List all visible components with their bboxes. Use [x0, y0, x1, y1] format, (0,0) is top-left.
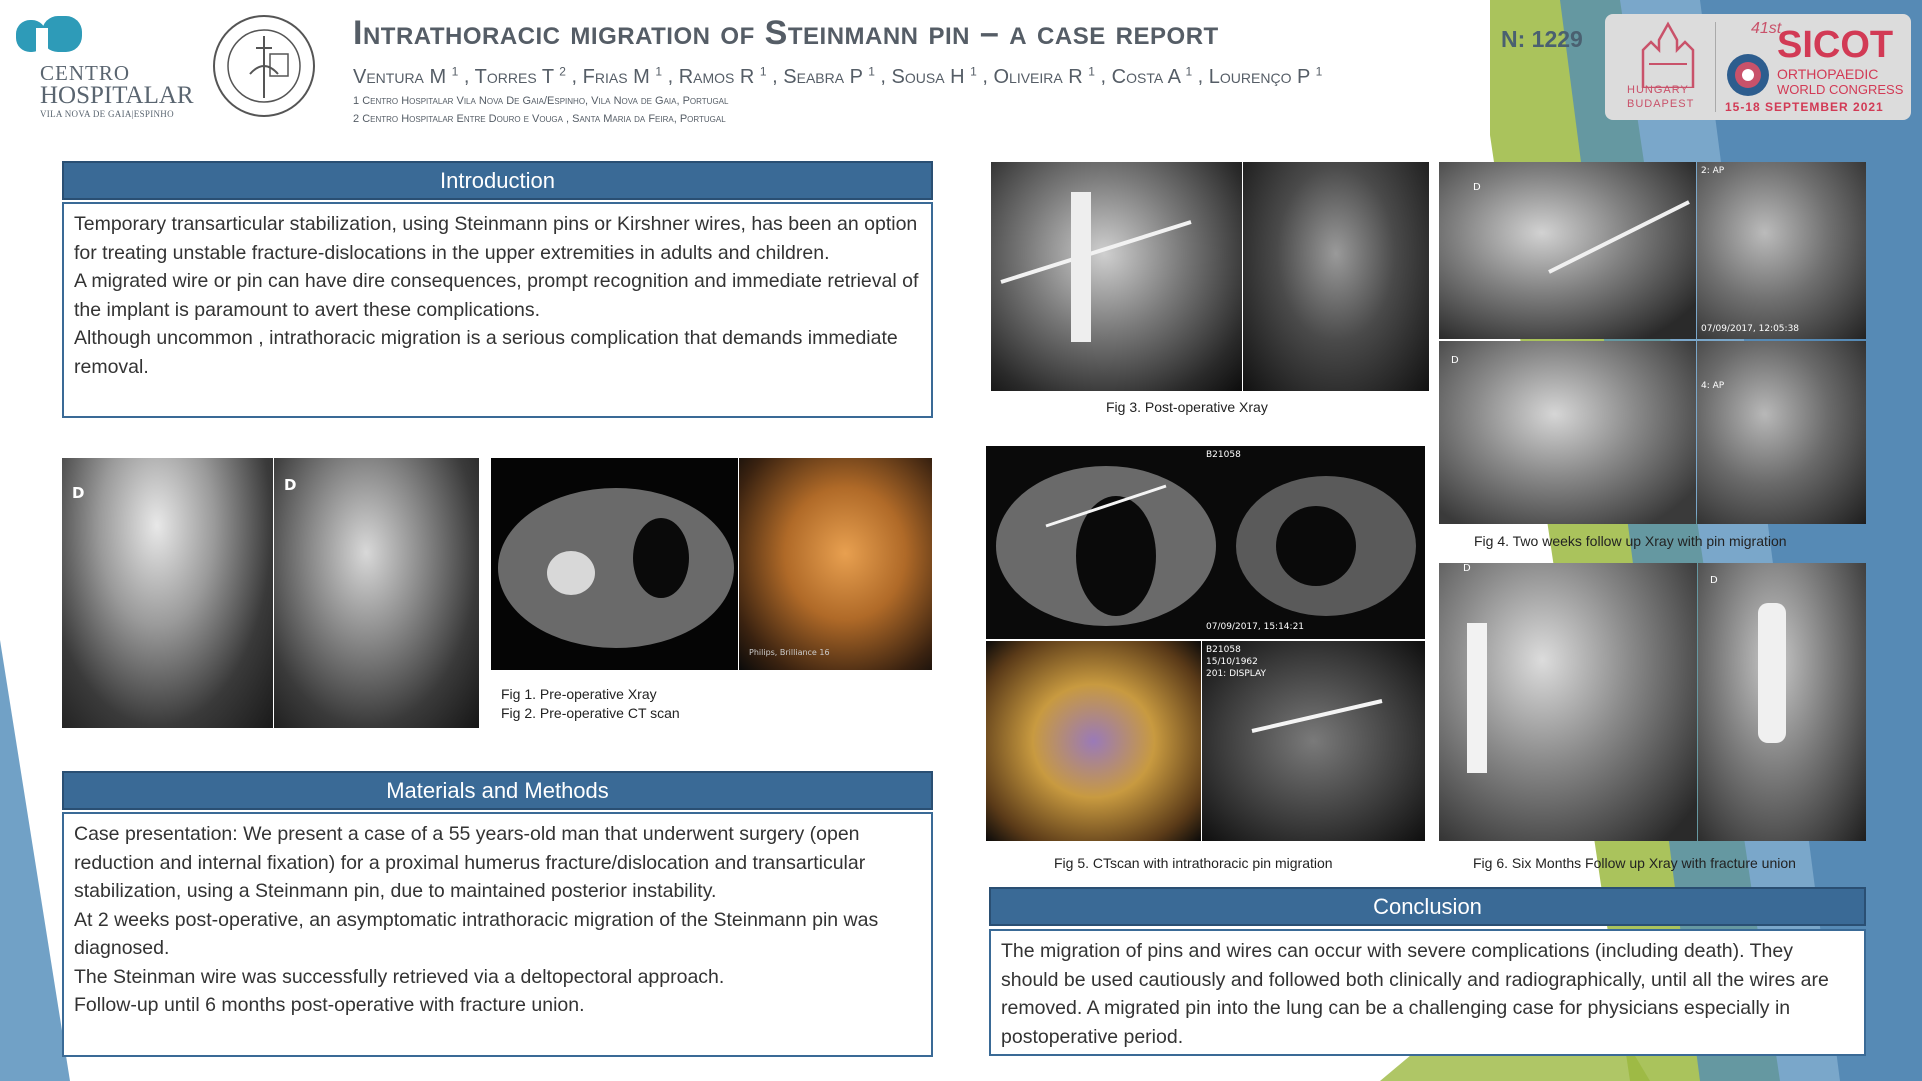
author-affiliation-index: 1: [970, 64, 977, 78]
fig4-caption: Fig 4. Two weeks follow up Xray with pin migration: [1474, 533, 1787, 549]
fig1-caption: Fig 1. Pre-operative Xray: [501, 686, 657, 702]
fig6-caption: Fig 6. Six Months Follow up Xray with fracture union: [1473, 855, 1796, 871]
congress-country: HUNGARY: [1627, 84, 1689, 96]
author-name: Frias M $^1$: [582, 64, 663, 88]
materials-heading: Materials and Methods: [62, 771, 933, 810]
fig4-xray-bottom-left: [1439, 341, 1696, 524]
hospital-logo-icon: [16, 16, 86, 56]
congress-divider: [1715, 22, 1716, 112]
ct-date: 07/09/2017, 15:14:21: [1206, 622, 1305, 632]
author-name: Torres T $^2$: [474, 64, 566, 88]
ct-display: 201: DISPLAY: [1206, 669, 1266, 679]
side-marker: D: [1473, 182, 1481, 193]
author-affiliation-index: 1: [451, 64, 459, 78]
materials-paragraph: Case presentation: We present a case of a 55 years-old man that underwent surgery (open reduction and internal fixation) for a proximal humerus fracture/dislocation and transarticular stabilization, using a Steinmann pin, due to maintained posterior instability.: [74, 823, 866, 902]
conclusion-heading: Conclusion: [989, 887, 1866, 926]
fig5-ct-top: [986, 446, 1425, 639]
side-marker: D: [72, 484, 85, 502]
materials-paragraph: Follow-up until 6 months post-operative with fracture union.: [74, 994, 585, 1016]
author-affiliation-index: 1: [655, 64, 663, 78]
author-affiliation-index: 1: [868, 64, 875, 78]
fig4-xray-top-left: [1439, 162, 1696, 339]
fig6-xray-right: [1698, 563, 1866, 841]
fig3-xray-left: [991, 162, 1242, 391]
introduction-paragraph: Although uncommon , intrathoracic migration is a serious complication that demands immediate removal.: [74, 327, 898, 378]
fig2-ct-axial: [491, 458, 738, 670]
fig4-xray-bottom-right: [1697, 341, 1866, 524]
ct-patient-id: B21058: [1206, 450, 1241, 460]
author-affiliation-index: 1: [1315, 64, 1323, 78]
author-name: Lourenço P $^1$: [1208, 64, 1323, 88]
fig4-xray-top-right: [1697, 162, 1866, 339]
fig2-ct-3d: [739, 458, 932, 670]
fig5-caption: Fig 5. CTscan with intrathoracic pin migration: [1054, 855, 1333, 871]
side-marker: D: [284, 476, 297, 494]
author-affiliation-index: 2: [559, 64, 566, 78]
author-list: Ventura M $^1$ , Torres T $^2$ , Frias M $^1$ , Ramos R $^1$ , Seabra P $^1$ , Sousa H $^1$ , Oliveira R $^1$ , Costa A $^1$ , Lourenço P $^1$: [353, 64, 1323, 88]
author-name: Costa A $^1$: [1111, 64, 1193, 88]
author-affiliation-index: 1: [1088, 64, 1095, 78]
congress-dates: 15-18 SEPTEMBER 2021: [1725, 100, 1884, 114]
side-marker: D: [1463, 563, 1471, 574]
introduction-body: [62, 202, 933, 418]
view-label: 4: AP: [1701, 381, 1725, 391]
fig5-ct-3d: [986, 641, 1201, 841]
conclusion-text: The migration of pins and wires can occur with severe complications (including death). They should be used cautiously and followed both clinically and radiographically, until all the wires are removed. A migrated pin into the lung can be a challenging case for physicians especially in postoperative period.: [1001, 940, 1829, 1048]
introduction-heading: Introduction: [62, 161, 933, 200]
sicot-globe-icon: [1725, 52, 1771, 98]
introduction-paragraph: A migrated wire or pin can have dire consequences, prompt recognition and immediate retrieval of the implant is paramount to avert these complications.: [74, 270, 919, 321]
congress-edition: 41st: [1751, 20, 1782, 37]
orthopedics-seal-icon: [212, 14, 316, 118]
fig1-xray-right: [274, 458, 479, 728]
hospital-logo-text: CENTRO HOSPITALAR VILA NOVA DE GAIA|ESPINHO: [40, 61, 194, 119]
author-affiliation-index: 1: [1185, 64, 1193, 78]
side-marker: D: [1451, 355, 1459, 366]
materials-paragraph: The Steinman wire was successfully retrieved via a deltopectoral approach.: [74, 965, 725, 988]
congress-line2: WORLD CONGRESS: [1777, 82, 1904, 97]
author-affiliation-index: 1: [759, 64, 767, 78]
congress-line1: ORTHOPAEDIC: [1777, 66, 1879, 82]
fig2-caption: Fig 2. Pre-operative CT scan: [501, 705, 680, 721]
ct-patient-id: B21058: [1206, 645, 1241, 655]
author-name: Ventura M $^1$: [353, 64, 459, 88]
fig3-caption: Fig 3. Post-operative Xray: [1106, 399, 1268, 415]
congress-name: SICOT: [1777, 24, 1894, 66]
congress-logo: [1605, 14, 1911, 120]
xray-date: 07/09/2017, 12:05:38: [1701, 324, 1800, 334]
budapest-building-icon: [1635, 20, 1701, 88]
poster-number: N: 1229: [1501, 26, 1583, 52]
fig5-ct-coronal: [1202, 641, 1425, 841]
author-name: Ramos R $^1$: [678, 64, 767, 88]
side-marker: D: [1710, 575, 1718, 586]
author-name: Seabra P $^1$: [783, 64, 875, 88]
fig6-xray-left: [1439, 563, 1697, 841]
author-name: Sousa H $^1$: [891, 64, 977, 88]
materials-body: [62, 812, 933, 1057]
affiliation-1: 1 Centro Hospitalar Vila Nova De Gaia/Espinho, Vila Nova de Gaia, Portugal: [353, 95, 729, 107]
fig1-xray-left: [62, 458, 273, 728]
fig3-xray-right: [1243, 162, 1429, 391]
ct-birthdate: 15/10/1962: [1206, 657, 1258, 667]
author-name: Oliveira R $^1$: [993, 64, 1095, 88]
poster-title: Intrathoracic migration of Steinmann pin – a case report: [353, 14, 1219, 52]
affiliation-2: 2 Centro Hospitalar Entre Douro e Vouga , Santa Maria da Feira, Portugal: [353, 113, 726, 125]
conclusion-body: [989, 929, 1866, 1056]
view-label: 2: AP: [1701, 166, 1725, 176]
ct-scanner-label: Philips, Brilliance 16: [749, 648, 830, 657]
introduction-paragraph: Temporary transarticular stabilization, using Steinmann pins or Kirshner wires, has been an option for treating unstable fracture-dislocations in the upper extremities in adults and children.: [74, 213, 918, 264]
congress-city: BUDAPEST: [1627, 98, 1695, 110]
materials-paragraph: At 2 weeks post-operative, an asymptomatic intrathoracic migration of the Steinmann pin was diagnosed.: [74, 908, 879, 959]
